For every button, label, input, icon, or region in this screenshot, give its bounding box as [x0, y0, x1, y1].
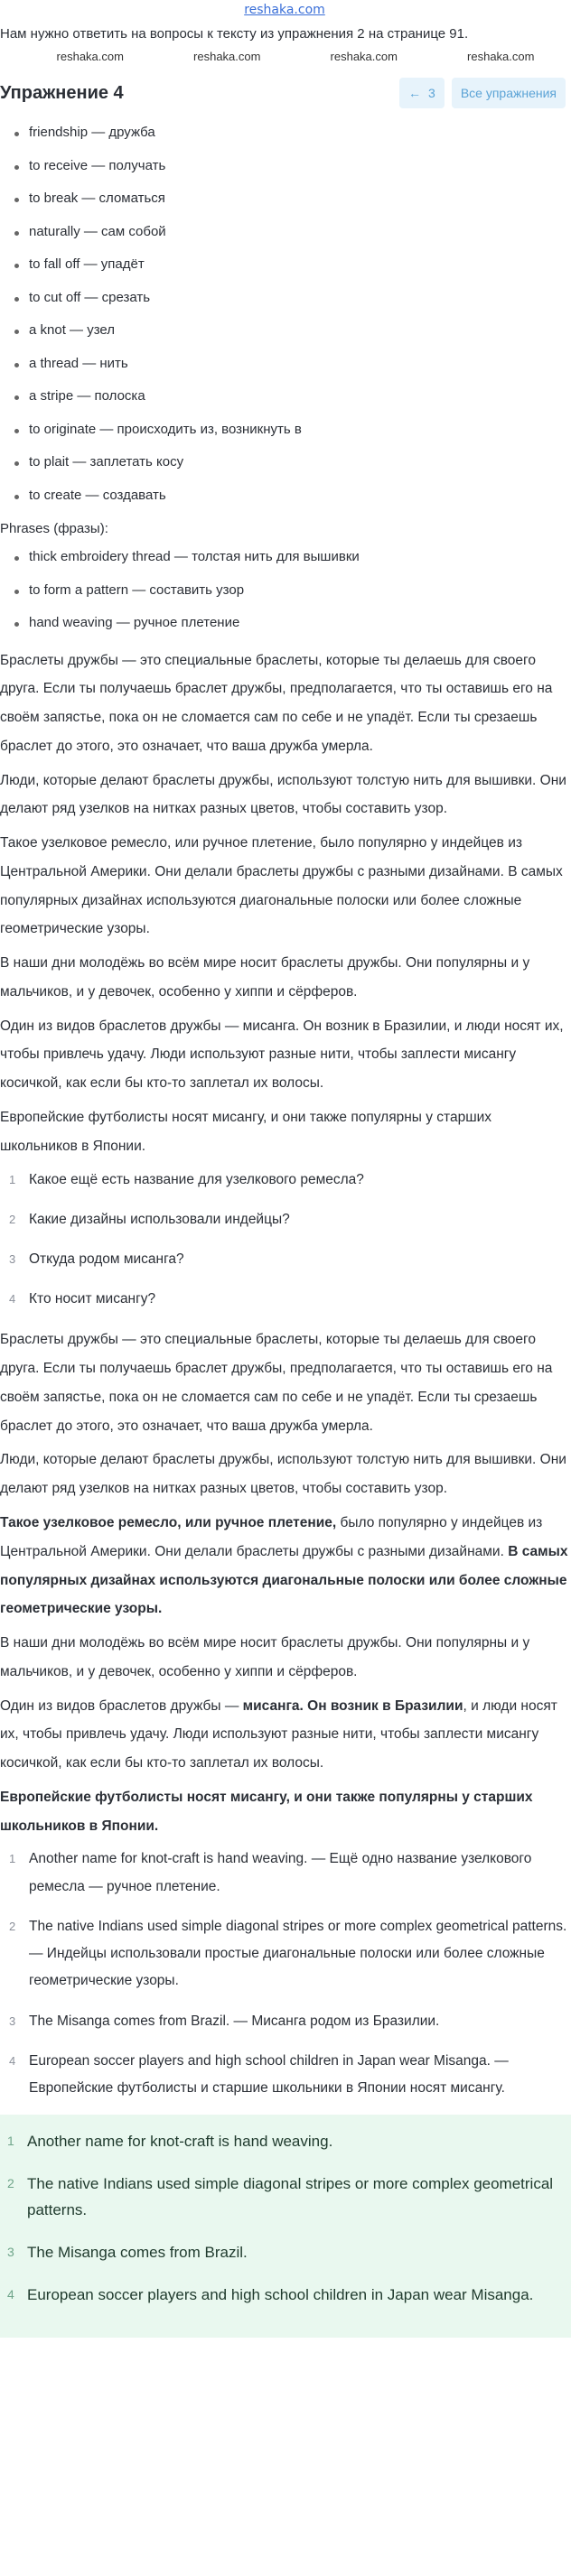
paragraph-part: Один из видов браслетов дружбы — — [0, 1697, 243, 1714]
watermark: reshaka.com — [56, 50, 124, 63]
paragraph — [0, 1509, 569, 1623]
question-item — [9, 1167, 569, 1194]
vocab-item: naturally — сам собой — [9, 222, 569, 243]
question-text: Какие дизайны использовали индейцы? — [29, 1211, 290, 1227]
paragraph: Люди, которые делают браслеты дружбы, используют толстую нить для вышивки. Они делают ряд узелков на нитках разных цветов, чтобы составить узор. — [0, 1452, 566, 1497]
paragraph: Браслеты дружбы — это специальные браслеты, которые ты делаешь для своего друга. Если ты получаешь браслет дружбы, предполагается, что ты оставишь его на своём запястье, пока он не сломается сам по себе и не упадёт. Если ты срезаешь браслет до этого, это означает, что ваша дружба умерла. — [0, 1332, 553, 1434]
paragraph: В наши дни молодёжь во всём мире носит браслеты дружбы. Они популярны и у мальчиков, и у девочек, особенно у хиппи и сёрферов. — [0, 955, 530, 1000]
final-answer-number: 1 — [7, 2134, 14, 2149]
phrase-item: hand weaving — ручное плетение — [9, 613, 569, 634]
paragraph — [0, 1783, 569, 1841]
exercise-nav — [399, 78, 566, 108]
highlight: Европейские футболисты носят мисангу, и они также популярны у старших школьников в Японии. — [0, 1789, 533, 1834]
answer-text: The Misanga comes from Brazil. — Мисанга родом из Бразилии. — [29, 2013, 440, 2029]
all-exercises-button[interactable]: Все упражнения — [452, 78, 566, 108]
answer-number: 2 — [9, 1919, 16, 1933]
answer-box — [0, 2115, 571, 2337]
highlight: В самых популярных дизайнах используются диагональные полоски или более сложные геометрические узоры. — [0, 1543, 568, 1617]
final-answers-list — [0, 2129, 571, 2308]
paragraph: Такое узелковое ремесло, или ручное плетение, было популярно у индейцев из Центральной Америки. Они делали браслеты дружбы с разными дизайнами. В самых популярных дизайнах используются диагональные полоски или более сложные геометрические узоры. — [0, 835, 563, 937]
question-item — [9, 1246, 569, 1273]
question-number: 2 — [9, 1212, 16, 1226]
paragraph — [0, 1692, 569, 1778]
prev-exercise-label: 3 — [428, 85, 435, 100]
final-answer-number: 4 — [7, 2286, 14, 2302]
exercise-header — [0, 70, 569, 116]
watermark-row — [0, 47, 569, 67]
questions-list — [0, 1167, 569, 1314]
phrases-label: Phrases (фразы): — [0, 521, 108, 536]
vocab-item: to cut off — срезать — [9, 288, 569, 309]
answer-text: Another name for knot-craft is hand weaving. — Ещё одно название узелкового ремесла — ручное плетение. — [29, 1851, 532, 1894]
arrow-left-icon: ← — [408, 85, 422, 100]
vocab-item: a stripe — полоска — [9, 386, 569, 407]
question-text: Откуда родом мисанга? — [29, 1251, 184, 1267]
question-number: 4 — [9, 1292, 16, 1307]
vocab-item: friendship — дружба — [9, 123, 569, 144]
highlight: Такое узелковое ремесло, или ручное плетение, — [0, 1514, 337, 1530]
final-answer-text: The Misanga comes from Brazil. — [27, 2243, 248, 2261]
highlighted-text — [0, 1325, 569, 1840]
watermark: reshaka.com — [467, 50, 535, 63]
question-number: 3 — [9, 1251, 16, 1266]
final-answer-text: The native Indians used simple diagonal stripes or more complex geometrical patterns. — [27, 2175, 554, 2218]
answer-item — [9, 2008, 569, 2035]
final-answer-text: Another name for knot-craft is hand weaving. — [27, 2133, 333, 2151]
final-answer-item — [7, 2129, 571, 2155]
intro-text: Нам нужно ответить на вопросы к тексту из упражнения 2 на странице 91. — [0, 26, 469, 42]
answer-number: 3 — [9, 2013, 16, 2028]
answer-number: 4 — [9, 2053, 16, 2068]
vocab-item: to originate — происходить из, возникнуть в — [9, 420, 569, 441]
question-text: Какое ещё есть название для узелкового ремесла? — [29, 1171, 364, 1187]
vocab-item: to break — сломаться — [9, 189, 569, 209]
phrase-item: thick embroidery thread — толстая нить для вышивки — [9, 547, 569, 568]
vocab-item: a thread — нить — [9, 354, 569, 375]
vocab-list — [0, 123, 569, 506]
vocab-item: to receive — получать — [9, 156, 569, 177]
phrases-list — [0, 547, 569, 634]
answer-text: The native Indians used simple diagonal stripes or more complex geometrical patterns. — Индейцы использовали простые диагональные полоски или более сложные геометрические узоры. — [29, 1918, 567, 1989]
highlight: мисанга. Он возник в Бразилии — [242, 1697, 463, 1714]
vocab-item: to plait — заплетать косу — [9, 452, 569, 473]
paragraph: Европейские футболисты носят мисангу, и они также популярны у старших школьников в Японии. — [0, 1109, 492, 1154]
final-answer-number: 2 — [7, 2176, 14, 2191]
vocab-item: a knot — узел — [9, 321, 569, 341]
question-number: 1 — [9, 1172, 16, 1186]
watermark: reshaka.com — [330, 50, 398, 63]
answer-text: European soccer players and high school children in Japan wear Misanga. — Европейские футболисты и старшие школьники в Японии носят мисангу. — [29, 2052, 509, 2096]
phrase-item: to form a pattern — составить узор — [9, 581, 569, 601]
answers-with-translation — [0, 1846, 569, 2102]
translation-text — [0, 646, 569, 1161]
final-answer-item — [7, 2240, 571, 2266]
question-item — [9, 1286, 569, 1313]
final-answer-item — [7, 2171, 571, 2224]
paragraph: Люди, которые делают браслеты дружбы, используют толстую нить для вышивки. Они делают ряд узелков на нитках разных цветов, чтобы составить узор. — [0, 772, 566, 817]
paragraph: Один из видов браслетов дружбы — мисанга. Он возник в Бразилии, и люди носят их, чтобы привлечь удачу. Люди используют разные нити, чтобы заплести мисангу косичкой, как если бы кто-то заплетал их волосы. — [0, 1018, 564, 1092]
watermark: reshaka.com — [193, 50, 261, 63]
vocab-item: to fall off — упадёт — [9, 255, 569, 275]
answer-item — [9, 1913, 569, 1995]
site-logo[interactable]: reshaka.com — [244, 3, 325, 17]
question-text: Кто носит мисангу? — [29, 1291, 156, 1307]
paragraph: В наши дни молодёжь во всём мире носит браслеты дружбы. Они популярны и у мальчиков, и у девочек, особенно у хиппи и сёрферов. — [0, 1635, 530, 1679]
paragraph-part: , и люди носят их, чтобы привлечь удачу. Люди используют разные нити, чтобы заплести мисангу косичкой, как если бы кто-то заплетал их волосы. — [0, 1697, 557, 1772]
answer-number: 1 — [9, 1852, 16, 1866]
paragraph: Браслеты дружбы — это специальные браслеты, которые ты делаешь для своего друга. Если ты получаешь браслет дружбы, предполагается, что ты оставишь его на своём запястье, пока он не сломается сам по себе и не упадёт. Если ты срезаешь браслет до этого, это означает, что ваша дружба умерла. — [0, 652, 553, 754]
final-answer-text: European soccer players and high school children in Japan wear Misanga. — [27, 2285, 534, 2303]
answer-item — [9, 1846, 569, 1900]
paragraph-part: было популярно у индейцев из Центральной Америки. Они делали браслеты дружбы с разными дизайнами. — [0, 1514, 543, 1559]
final-answer-number: 3 — [7, 2244, 14, 2259]
final-answer-item — [7, 2283, 571, 2309]
answer-item — [9, 2048, 569, 2102]
prev-exercise-button[interactable] — [399, 78, 445, 108]
question-item — [9, 1206, 569, 1233]
exercise-title: Упражнение 4 — [0, 83, 124, 103]
vocab-item: to create — создавать — [9, 486, 569, 507]
